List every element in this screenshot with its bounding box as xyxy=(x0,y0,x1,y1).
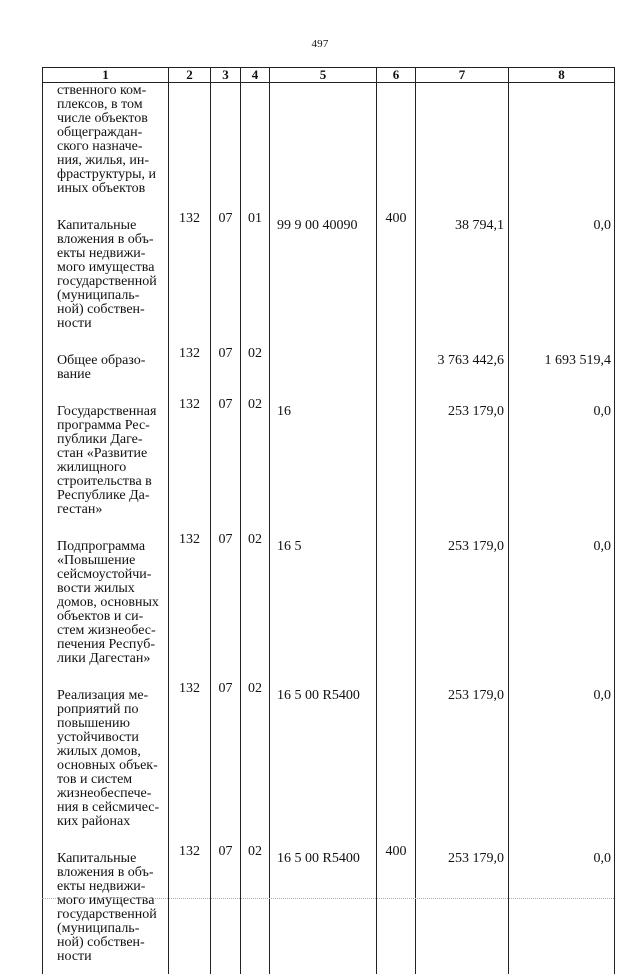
row-name-line: общеграждан- xyxy=(57,125,143,140)
row-name-line: жизнеобеспече- xyxy=(57,786,152,801)
row-name-line: ственного ком- xyxy=(57,83,147,98)
column-header-6: 6 xyxy=(377,68,416,83)
budget-table xyxy=(42,67,615,974)
row-name-line: екты недвижи- xyxy=(57,879,146,894)
amount-secondary-cell: 0,0 xyxy=(509,682,615,845)
amount-cell xyxy=(416,83,509,213)
row-name-line: строительства в xyxy=(57,474,152,489)
expense-type-cell xyxy=(377,83,416,213)
target-article-cell xyxy=(270,83,377,213)
row-name-line: роприятий по xyxy=(57,702,139,717)
row-name-line: ности xyxy=(57,316,92,331)
target-article-cell: 16 5 xyxy=(270,533,377,682)
row-name-line: Подпрограмма xyxy=(57,539,146,554)
section-code-cell: 07 xyxy=(211,533,241,682)
row-name-line: иных объектов xyxy=(57,181,146,196)
table-row xyxy=(43,533,615,682)
expense-type-cell: 400 xyxy=(377,845,416,974)
table-row xyxy=(43,347,615,398)
expense-type-cell xyxy=(377,682,416,845)
row-name-line: объектов и си- xyxy=(57,609,144,624)
row-name-line: сейсмоустойчи- xyxy=(57,567,152,582)
ministry-code-cell: 132 xyxy=(169,212,211,347)
ministry-code-cell: 132 xyxy=(169,398,211,533)
ministry-code-cell: 132 xyxy=(169,845,211,974)
header-row xyxy=(43,68,615,83)
amount-cell: 253 179,0 xyxy=(416,682,509,845)
row-name-line: вание xyxy=(57,367,91,382)
table-row xyxy=(43,845,615,974)
row-name-line: мого имущества xyxy=(57,893,155,908)
row-name-line: ких районах xyxy=(57,814,131,829)
target-article-cell: 99 9 00 40090 xyxy=(270,212,377,347)
row-name-line: вложения в объ- xyxy=(57,232,154,247)
amount-cell: 253 179,0 xyxy=(416,398,509,533)
subsection-code-cell: 02 xyxy=(241,682,270,845)
page-number: 497 xyxy=(311,38,329,50)
row-name-line: стан «Развитие xyxy=(57,446,148,461)
row-name-line: вложения в объ- xyxy=(57,865,154,880)
amount-cell: 38 794,1 xyxy=(416,212,509,347)
amount-secondary-cell: 0,0 xyxy=(509,845,615,974)
column-header-1: 1 xyxy=(43,68,169,83)
target-article-cell: 16 5 00 R5400 xyxy=(270,682,377,845)
row-name-line: Государственная xyxy=(57,404,157,419)
ministry-code-cell: 132 xyxy=(169,533,211,682)
amount-cell: 3 763 442,6 xyxy=(416,347,509,398)
row-name-line: екты недвижи- xyxy=(57,246,146,261)
row-name-line: повышению xyxy=(57,716,130,731)
row-name-line: Капитальные xyxy=(57,851,137,866)
row-name-line: ского назначе- xyxy=(57,139,143,154)
subsection-code-cell: 02 xyxy=(241,533,270,682)
row-name-line: мого имущества xyxy=(57,260,155,275)
table-row xyxy=(43,83,615,213)
table-row xyxy=(43,682,615,845)
expense-type-cell: 400 xyxy=(377,212,416,347)
row-name-line: устойчивости xyxy=(57,730,139,745)
column-header-7: 7 xyxy=(416,68,509,83)
row-name-line: фраструктуры, и xyxy=(57,167,157,182)
subsection-code-cell xyxy=(241,83,270,213)
row-name-line: Республике Да- xyxy=(57,488,150,503)
column-header-4: 4 xyxy=(241,68,270,83)
row-name-line: лики Дагестан» xyxy=(57,651,151,666)
row-name-line: гестан» xyxy=(57,502,103,517)
ministry-code-cell xyxy=(169,83,211,213)
section-code-cell: 07 xyxy=(211,212,241,347)
row-name-cell xyxy=(43,845,169,974)
row-name-line: государственной xyxy=(57,274,157,289)
row-name-cell xyxy=(43,533,169,682)
subsection-code-cell: 02 xyxy=(241,398,270,533)
subsection-code-cell: 02 xyxy=(241,845,270,974)
expense-type-cell xyxy=(377,347,416,398)
amount-secondary-cell xyxy=(509,83,615,213)
target-article-cell xyxy=(270,347,377,398)
expense-type-cell xyxy=(377,533,416,682)
amount-secondary-cell: 0,0 xyxy=(509,212,615,347)
row-name-line: печения Респуб- xyxy=(57,637,156,652)
amount-cell: 253 179,0 xyxy=(416,533,509,682)
row-name-line: Общее образо- xyxy=(57,353,146,368)
row-name-line: тов и систем xyxy=(57,772,133,787)
row-name-line: «Повышение xyxy=(57,553,136,568)
row-name-line: плексов, в том xyxy=(57,97,143,112)
section-code-cell: 07 xyxy=(211,398,241,533)
amount-secondary-cell: 0,0 xyxy=(509,398,615,533)
subsection-code-cell: 01 xyxy=(241,212,270,347)
amount-cell: 253 179,0 xyxy=(416,845,509,974)
table-row xyxy=(43,398,615,533)
row-name-cell xyxy=(43,347,169,398)
section-code-cell: 07 xyxy=(211,347,241,398)
row-name-line: (муниципаль- xyxy=(57,288,140,303)
row-name-line: жилищного xyxy=(57,460,127,475)
row-name-line: Реализация ме- xyxy=(57,688,149,703)
row-name-line: ной) собствен- xyxy=(57,935,145,950)
column-header-8: 8 xyxy=(509,68,615,83)
expense-type-cell xyxy=(377,398,416,533)
row-name-cell xyxy=(43,83,169,213)
amount-secondary-cell: 0,0 xyxy=(509,533,615,682)
row-name-line: домов, основных xyxy=(57,595,159,610)
row-name-line: стем жизнеобес- xyxy=(57,623,156,638)
ministry-code-cell: 132 xyxy=(169,682,211,845)
row-name-line: ности xyxy=(57,949,92,964)
row-name-line: ной) собствен- xyxy=(57,302,145,317)
row-name-line: программа Рес- xyxy=(57,418,150,433)
target-article-cell: 16 xyxy=(270,398,377,533)
row-name-cell xyxy=(43,398,169,533)
subsection-code-cell: 02 xyxy=(241,347,270,398)
row-name-line: жилых домов, xyxy=(57,744,141,759)
section-code-cell xyxy=(211,83,241,213)
row-name-line: ния в сейсмичес- xyxy=(57,800,160,815)
table-row xyxy=(43,212,615,347)
amount-secondary-cell: 1 693 519,4 xyxy=(509,347,615,398)
row-name-line: основных объек- xyxy=(57,758,158,773)
column-header-3: 3 xyxy=(211,68,241,83)
target-article-cell: 16 5 00 R5400 xyxy=(270,845,377,974)
row-name-line: вости жилых xyxy=(57,581,135,596)
row-name-line: (муниципаль- xyxy=(57,921,140,936)
ministry-code-cell: 132 xyxy=(169,347,211,398)
row-name-line: публики Даге- xyxy=(57,432,143,447)
row-name-line: государственной xyxy=(57,907,157,922)
scan-edge-divider xyxy=(42,898,614,899)
row-name-cell xyxy=(43,212,169,347)
row-name-line: числе объектов xyxy=(57,111,148,126)
column-header-2: 2 xyxy=(169,68,211,83)
section-code-cell: 07 xyxy=(211,845,241,974)
column-header-5: 5 xyxy=(270,68,377,83)
section-code-cell: 07 xyxy=(211,682,241,845)
row-name-cell xyxy=(43,682,169,845)
row-name-line: Капитальные xyxy=(57,218,137,233)
row-name-line: ния, жилья, ин- xyxy=(57,153,150,168)
